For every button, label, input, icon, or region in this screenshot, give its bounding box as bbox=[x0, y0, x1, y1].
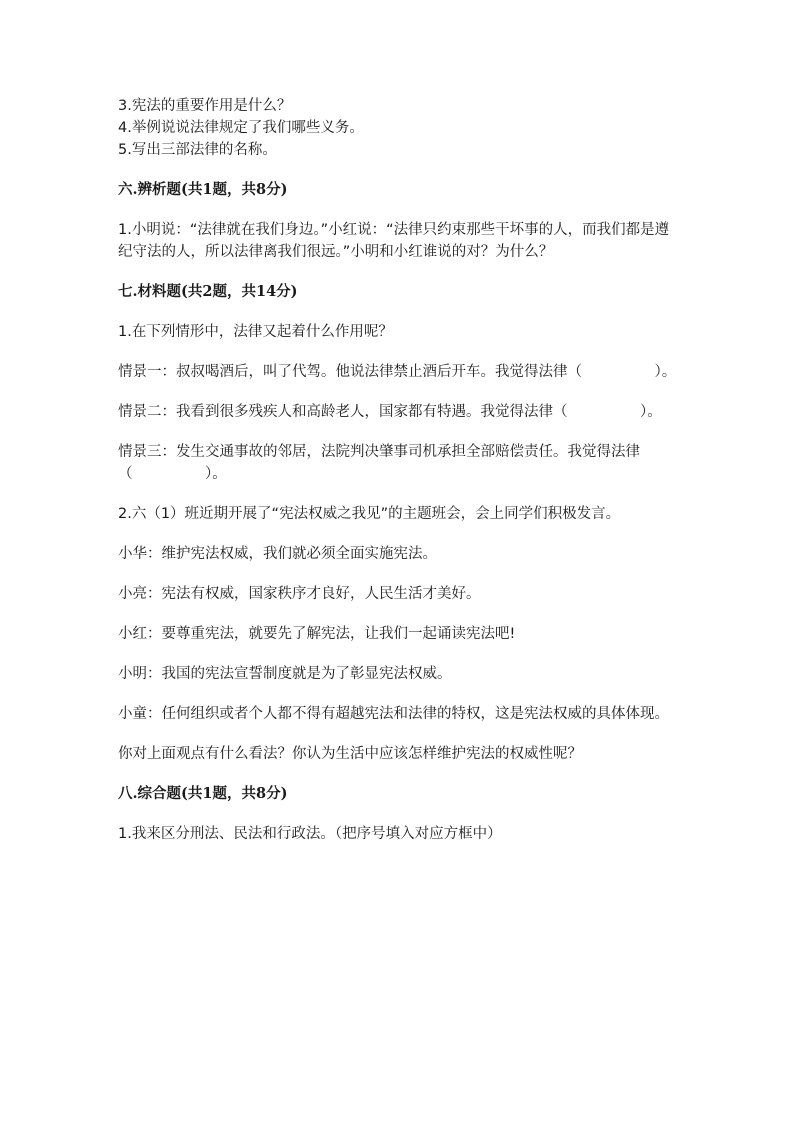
document-page bbox=[118, 95, 678, 845]
section-6-heading: 六.辨析题(共1题，共8分) bbox=[118, 181, 288, 198]
section-7-question-1: 1.在下列情形中，法律又起着什么作用呢？ bbox=[118, 324, 393, 340]
statement-xiaoliang: 小亮：宪法有权威，国家秩序才良好，人民生活才美好。 bbox=[118, 586, 481, 602]
question-item-3: 3.宪法的重要作用是什么？ bbox=[118, 98, 292, 114]
scene-1: 情景一：叔叔喝酒后，叫了代驾。他说法律禁止酒后开车。我觉得法律（ ）。 bbox=[118, 364, 677, 380]
scene-3: 情景三：发生交通事故的邻居，法院判决肇事司机承担全部赔偿责任。我觉得法律（ ）。 bbox=[118, 444, 640, 482]
question-item-5: 5.写出三部法律的名称。 bbox=[118, 142, 277, 158]
statement-xiaoming: 小明：我国的宪法宣誓制度就是为了彰显宪法权威。 bbox=[118, 666, 452, 682]
section-7-final-question: 你对上面观点有什么看法？你认为生活中应该怎样维护宪法的权威性呢？ bbox=[118, 746, 582, 762]
statement-xiaotong: 小童：任何组织或者个人都不得有超越宪法和法律的特权，这是宪法权威的具体体现。 bbox=[118, 706, 669, 722]
section-6-question-1: 1.小明说：“法律就在我们身边。”小红说：“法律只约束那些干坏事的人，而我们都是遵纪守法的人，所以法律离我们很远。”小明和小红谁说的对？为什么？ bbox=[118, 222, 670, 260]
scene-2: 情景二：我看到很多残疾人和高龄老人，国家都有特遇。我觉得法律（ ）。 bbox=[118, 404, 662, 420]
statement-xiaohua: 小华：维护宪法权威，我们就必须全面实施宪法。 bbox=[118, 546, 437, 562]
section-8-heading: 八.综合题(共1题，共8分) bbox=[118, 785, 288, 802]
section-7-question-2: 2.六（1）班近期开展了“宪法权威之我见”的主题班会，会上同学们积极发言。 bbox=[118, 506, 621, 522]
question-item-4: 4.举例说说法律规定了我们哪些义务。 bbox=[118, 120, 364, 136]
statement-xiaohong: 小红：要尊重宪法，就要先了解宪法，让我们一起诵读宪法吧! bbox=[118, 626, 516, 642]
section-7-heading: 七.材料题(共2题，共14分) bbox=[118, 283, 298, 300]
section-8-question-1: 1.我来区分刑法、民法和行政法。（把序号填入对应方框中） bbox=[118, 826, 502, 842]
